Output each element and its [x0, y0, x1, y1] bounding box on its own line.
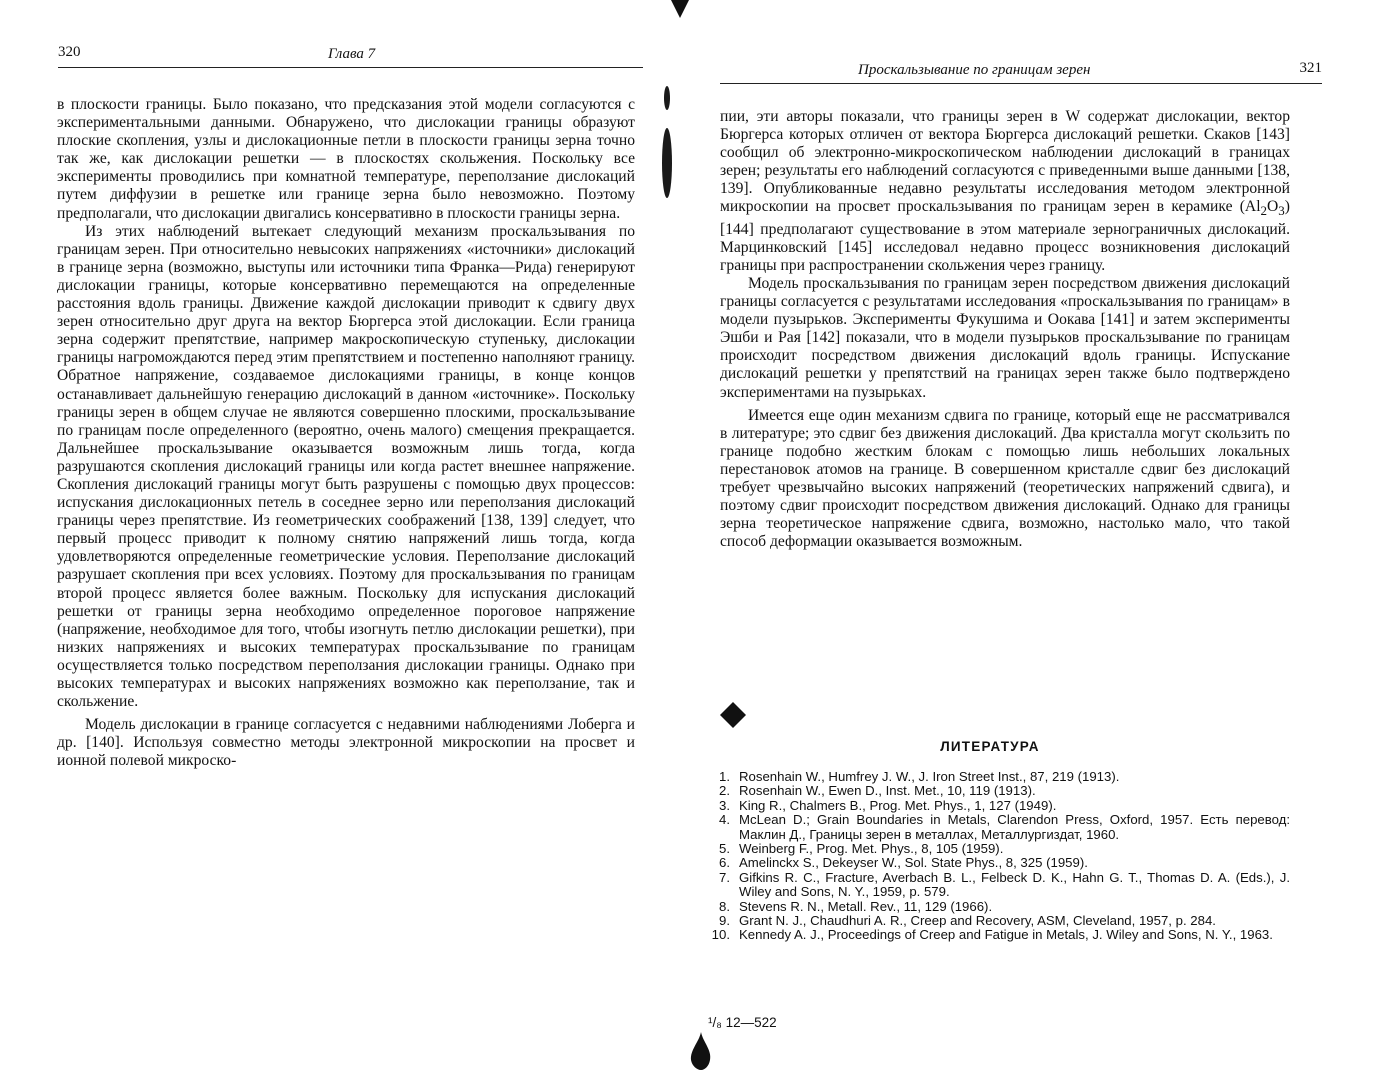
diamond-ornament-icon	[720, 702, 746, 728]
gutter-spike-mark	[671, 0, 689, 18]
left-running-head: Глава 7	[328, 46, 376, 62]
paragraph-text: ) [144] предполагают существование в этом материале зернограничных дислокаций. Марцинковский [145] исследовал недавно процесс возникновения дислокаций границы при распространении скольжения через границу.	[720, 198, 1290, 274]
right-page-number: 321	[1299, 60, 1322, 76]
reference-item	[706, 799, 1290, 813]
paragraph: Модель проскальзывания по границам зерен посредством движения дислокаций границы согласуется с результатами исследования «проскальзывания по границам» в модели пузырьков. Эксперименты Фукушима и Оокава [141] и затем эксперименты Эшби и Рая [142] показали, что в модели пузырьков проскальзывание по границам происходит посредством движения дислокаций вдоль границы. Испускание дислокаций решетки у препятствий на границах зерен также было подтверждено экспериментами на пузырьках.	[720, 274, 1290, 401]
reference-number: 6.	[719, 855, 730, 871]
formula-subscript: 2	[1260, 203, 1268, 219]
paragraph: Из этих наблюдений вытекает следующий механизм проскальзывания по границам зерен. При относительно невысоких напряжениях «источники» дислокаций в границе зерна (возможно, выступы или источники типа Франка—Рида) генерируют дислокации границы, которые консервативно перемещаются на определенные расстояния вдоль границы. Движение каждой дислокации приводит к сдвигу двух зерен относительно друг друга на вектор Бюргерса этой дислокации. Если граница зерна содержит препятствие, например макроскопическую ступеньку, дислокации границы нагромождаются перед этим препятствием и постепенно наполняют границу. Обратное напряжение, создаваемое дислокациями границы, в конце концов останавливает дальнейшую генерацию дислокаций в данном «источнике». Поскольку границы зерен в общем случае не являются совершенно плоскими, проскальзывание по границам после определенного (вероятно, очень малого) смещения прекращается. Дальнейшее проскальзывание оказывается возможным лишь тогда, когда разрушаются скопления дислокаций границы или когда растет внешнее напряжение. Скопления дислокаций границы могут быть разрушены с помощью двух процессов: испускания дислокационных петель в соседнее зерно или переползания дислокаций границы через препятствие. Из геометрических соображений [138, 139] следует, что первый процесс приводит к полному снятию напряжений лишь тогда, когда удовлетворяются определенные геометрические условия. Переползание дислокаций разрушает скопления при всех условиях. Поэтому для проскальзывания по границам второй процесс является более важным. Поскольку для испускания дислокаций решетки от границы зерна необходимо определенное пороговое напряжение (напряжение, необходимое для того, чтобы изогнуть петлю дислокации решетки), при низких напряжениях и высоких температурах проскальзывание по границам осуществляется только посредством переползания дислокации границы. Однако при высоких температурах и высоких напряжениях возможно как переползание, так и скольжение.	[57, 222, 635, 711]
reference-number: 5.	[719, 841, 730, 857]
reference-number: 3.	[719, 797, 730, 813]
reference-item	[706, 770, 1290, 784]
reference-text: Kennedy A. J., Proceedings of Creep and Fatigue in Metals, J. Wiley and Sons, N. Y., 1963.	[739, 927, 1273, 943]
reference-item	[706, 842, 1290, 856]
paragraph-text: пии, эти авторы показали, что границы зерен в W содержат дислокации, вектор Бюргерса которых отличен от вектора Бюргерса дислокаций решетки. Скаков [143] сообщил об электронно-микроскопическом наблюдении дислокаций в границах зерен; результаты его наблюдений согласуются с приведенными выше данными [138, 139]. Опубликованные недавно результаты исследования методом электронной микроскопии на просвет проскальзывания по границам зерен в керамике (Al	[720, 108, 1290, 216]
left-page	[0, 0, 668, 1070]
header-rule	[58, 67, 643, 69]
right-running-head: Проскальзывание по границам зерен	[858, 62, 1091, 78]
reference-number: 10.	[711, 927, 730, 943]
reference-text: Rosenhain W., Humfrey J. W., J. Iron Street Inst., 87, 219 (1913).	[739, 769, 1120, 784]
reference-text: Grant N. J., Chaudhuri A. R., Creep and Recovery, ASM, Cleveland, 1957, p. 284.	[739, 913, 1216, 929]
formula-text: O	[1267, 198, 1279, 216]
right-body-text	[720, 108, 1290, 551]
paragraph: в плоскости границы. Было показано, что предсказания этой модели согласуются с экспериментальными данными. Обнаружено, что дислокации границы образуют плоские скопления, узлы и дислокационные петли в плоскости границы зерна точно так же, как дислокации решетки — в плоскостях скольжения. Поскольку все эксперименты проводились при комнатной температуре, переползание дислокаций путем диффузии в решетке или границе зерна было невозможно. Поэтому предполагали, что дислокации двигались консервативно в плоскости границы зерна.	[57, 96, 635, 222]
reference-number: 7.	[719, 869, 730, 885]
left-page-header	[58, 44, 643, 68]
reference-item	[706, 784, 1290, 798]
paragraph: Имеется еще один механизм сдвига по границе, который еще не рассматривался в литературе; это сдвиг без движения дислокаций. Два кристалла могут скользить по границе подобно жестким блокам с помощью лишь небольших локальных перестановок атомов на границе. В совершенном кристалле сдвиг без дислокаций требует чрезвычайно высоких напряжений (теоретических напряжений сдвига), и поэтому сдвиг происходит посредством движения дислокаций. Однако для границы зерна теоретическое напряжение сдвига, возможно, настолько мало, что такой способ деформации оказывается возможным.	[720, 406, 1290, 551]
reference-number: 9.	[719, 913, 730, 929]
ink-blot-mark	[690, 1032, 712, 1070]
paragraph: Модель дислокации в границе согласуется с недавними наблюдениями Лоберга и др. [140]. Используя совместно методы электронной микроскопии на просвет и ионной полевой микроско-	[57, 716, 635, 770]
reference-text: Weinberg F., Prog. Met. Phys., 8, 105 (1959).	[739, 841, 1004, 857]
right-page	[690, 0, 1374, 1070]
paragraph	[720, 108, 1290, 275]
reference-number: 8.	[719, 898, 730, 914]
printer-signature: ¹/₈ 12—522	[708, 1015, 777, 1030]
reference-item	[706, 813, 1290, 842]
header-rule	[720, 83, 1322, 85]
reference-number: 1.	[719, 769, 730, 784]
reference-item	[706, 928, 1290, 942]
reference-text: King R., Chalmers B., Prog. Met. Phys., 1, 127 (1949).	[739, 797, 1057, 813]
reference-text: McLean D.; Grain Boundaries in Metals, Clarendon Press, Oxford, 1957. Есть перевод: Маклин Д., Границы зерен в металлах, Металлургиздат, 1960.	[739, 812, 1290, 842]
left-body-text	[57, 96, 635, 770]
literature-heading: ЛИТЕРАТУРА	[940, 739, 1040, 754]
left-page-number: 320	[58, 44, 81, 60]
reference-text: Amelinckx S., Dekeyser W., Sol. State Phys., 8, 325 (1959).	[739, 855, 1088, 871]
reference-item	[706, 871, 1290, 900]
reference-item	[706, 856, 1290, 870]
reference-text: Gifkins R. C., Fracture, Averbach B. L., Felbeck D. K., Hahn G. T., Thomas D. A. (Eds.), J. Wiley and Sons, N. Y., 1959, p. 579.	[739, 869, 1290, 900]
reference-item	[706, 914, 1290, 928]
right-page-header	[720, 60, 1322, 84]
reference-number: 2.	[719, 783, 730, 799]
reference-number: 4.	[719, 812, 730, 828]
reference-text: Stevens R. N., Metall. Rev., 11, 129 (1966).	[739, 898, 993, 914]
reference-item	[706, 900, 1290, 914]
reference-list	[706, 770, 1290, 943]
reference-text: Rosenhain W., Ewen D., Inst. Met., 10, 119 (1913).	[739, 783, 1036, 799]
formula-subscript: 3	[1278, 203, 1285, 219]
